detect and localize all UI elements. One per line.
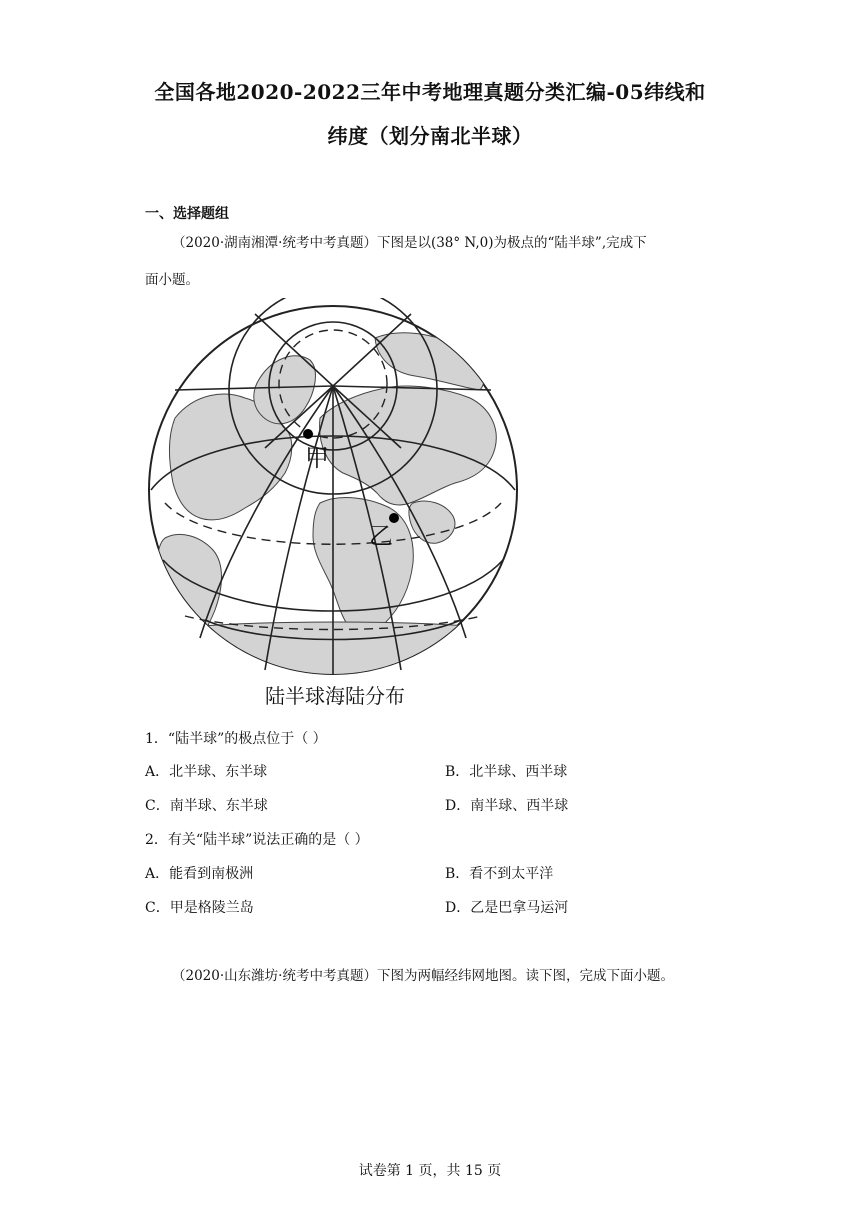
q2-option-a[interactable]: A．能看到南极洲 [145, 866, 254, 882]
page-footer: 试卷第 1 页，共 15 页 [358, 1163, 502, 1179]
label-yi: 乙 [369, 522, 393, 550]
question-2-stem: 2．有关“陆半球”说法正确的是（ ） [145, 832, 369, 848]
section-heading: 一、选择题组 [145, 206, 229, 222]
point-jia [303, 429, 313, 439]
q1-option-a[interactable]: A．北半球、东半球 [145, 764, 268, 780]
map-caption: 陆半球海陆分布 [265, 684, 405, 708]
intro-text-line1: （2020·湖南湘潭·统考中考真题）下图是以(38° N,0)为极点的“陆半球”,完成下 [172, 235, 647, 251]
land-hemisphere-map [145, 298, 525, 718]
intro2-text: （2020·山东潍坊·统考中考真题）下图为两幅经纬网地图。读下图，完成下面小题。 [172, 968, 674, 984]
page-title-line1: 全国各地2020-2022三年中考地理真题分类汇编-05纬线和 [154, 80, 706, 104]
q2-option-b[interactable]: B．看不到太平洋 [445, 866, 554, 882]
label-jia: 甲 [305, 444, 329, 472]
page-title-line2: 纬度（划分南北半球） [327, 124, 533, 148]
q2-option-c[interactable]: C．甲是格陵兰岛 [145, 900, 254, 916]
question-1-stem: 1．“陆半球”的极点位于（ ） [145, 731, 327, 747]
q1-option-b[interactable]: B．北半球、西半球 [445, 764, 568, 780]
intro-text-line2: 面小题。 [145, 272, 199, 288]
q1-option-d[interactable]: D．南半球、西半球 [445, 798, 569, 814]
q2-option-d[interactable]: D．乙是巴拿马运河 [445, 900, 569, 916]
q1-option-c[interactable]: C．南半球、东半球 [145, 798, 268, 814]
